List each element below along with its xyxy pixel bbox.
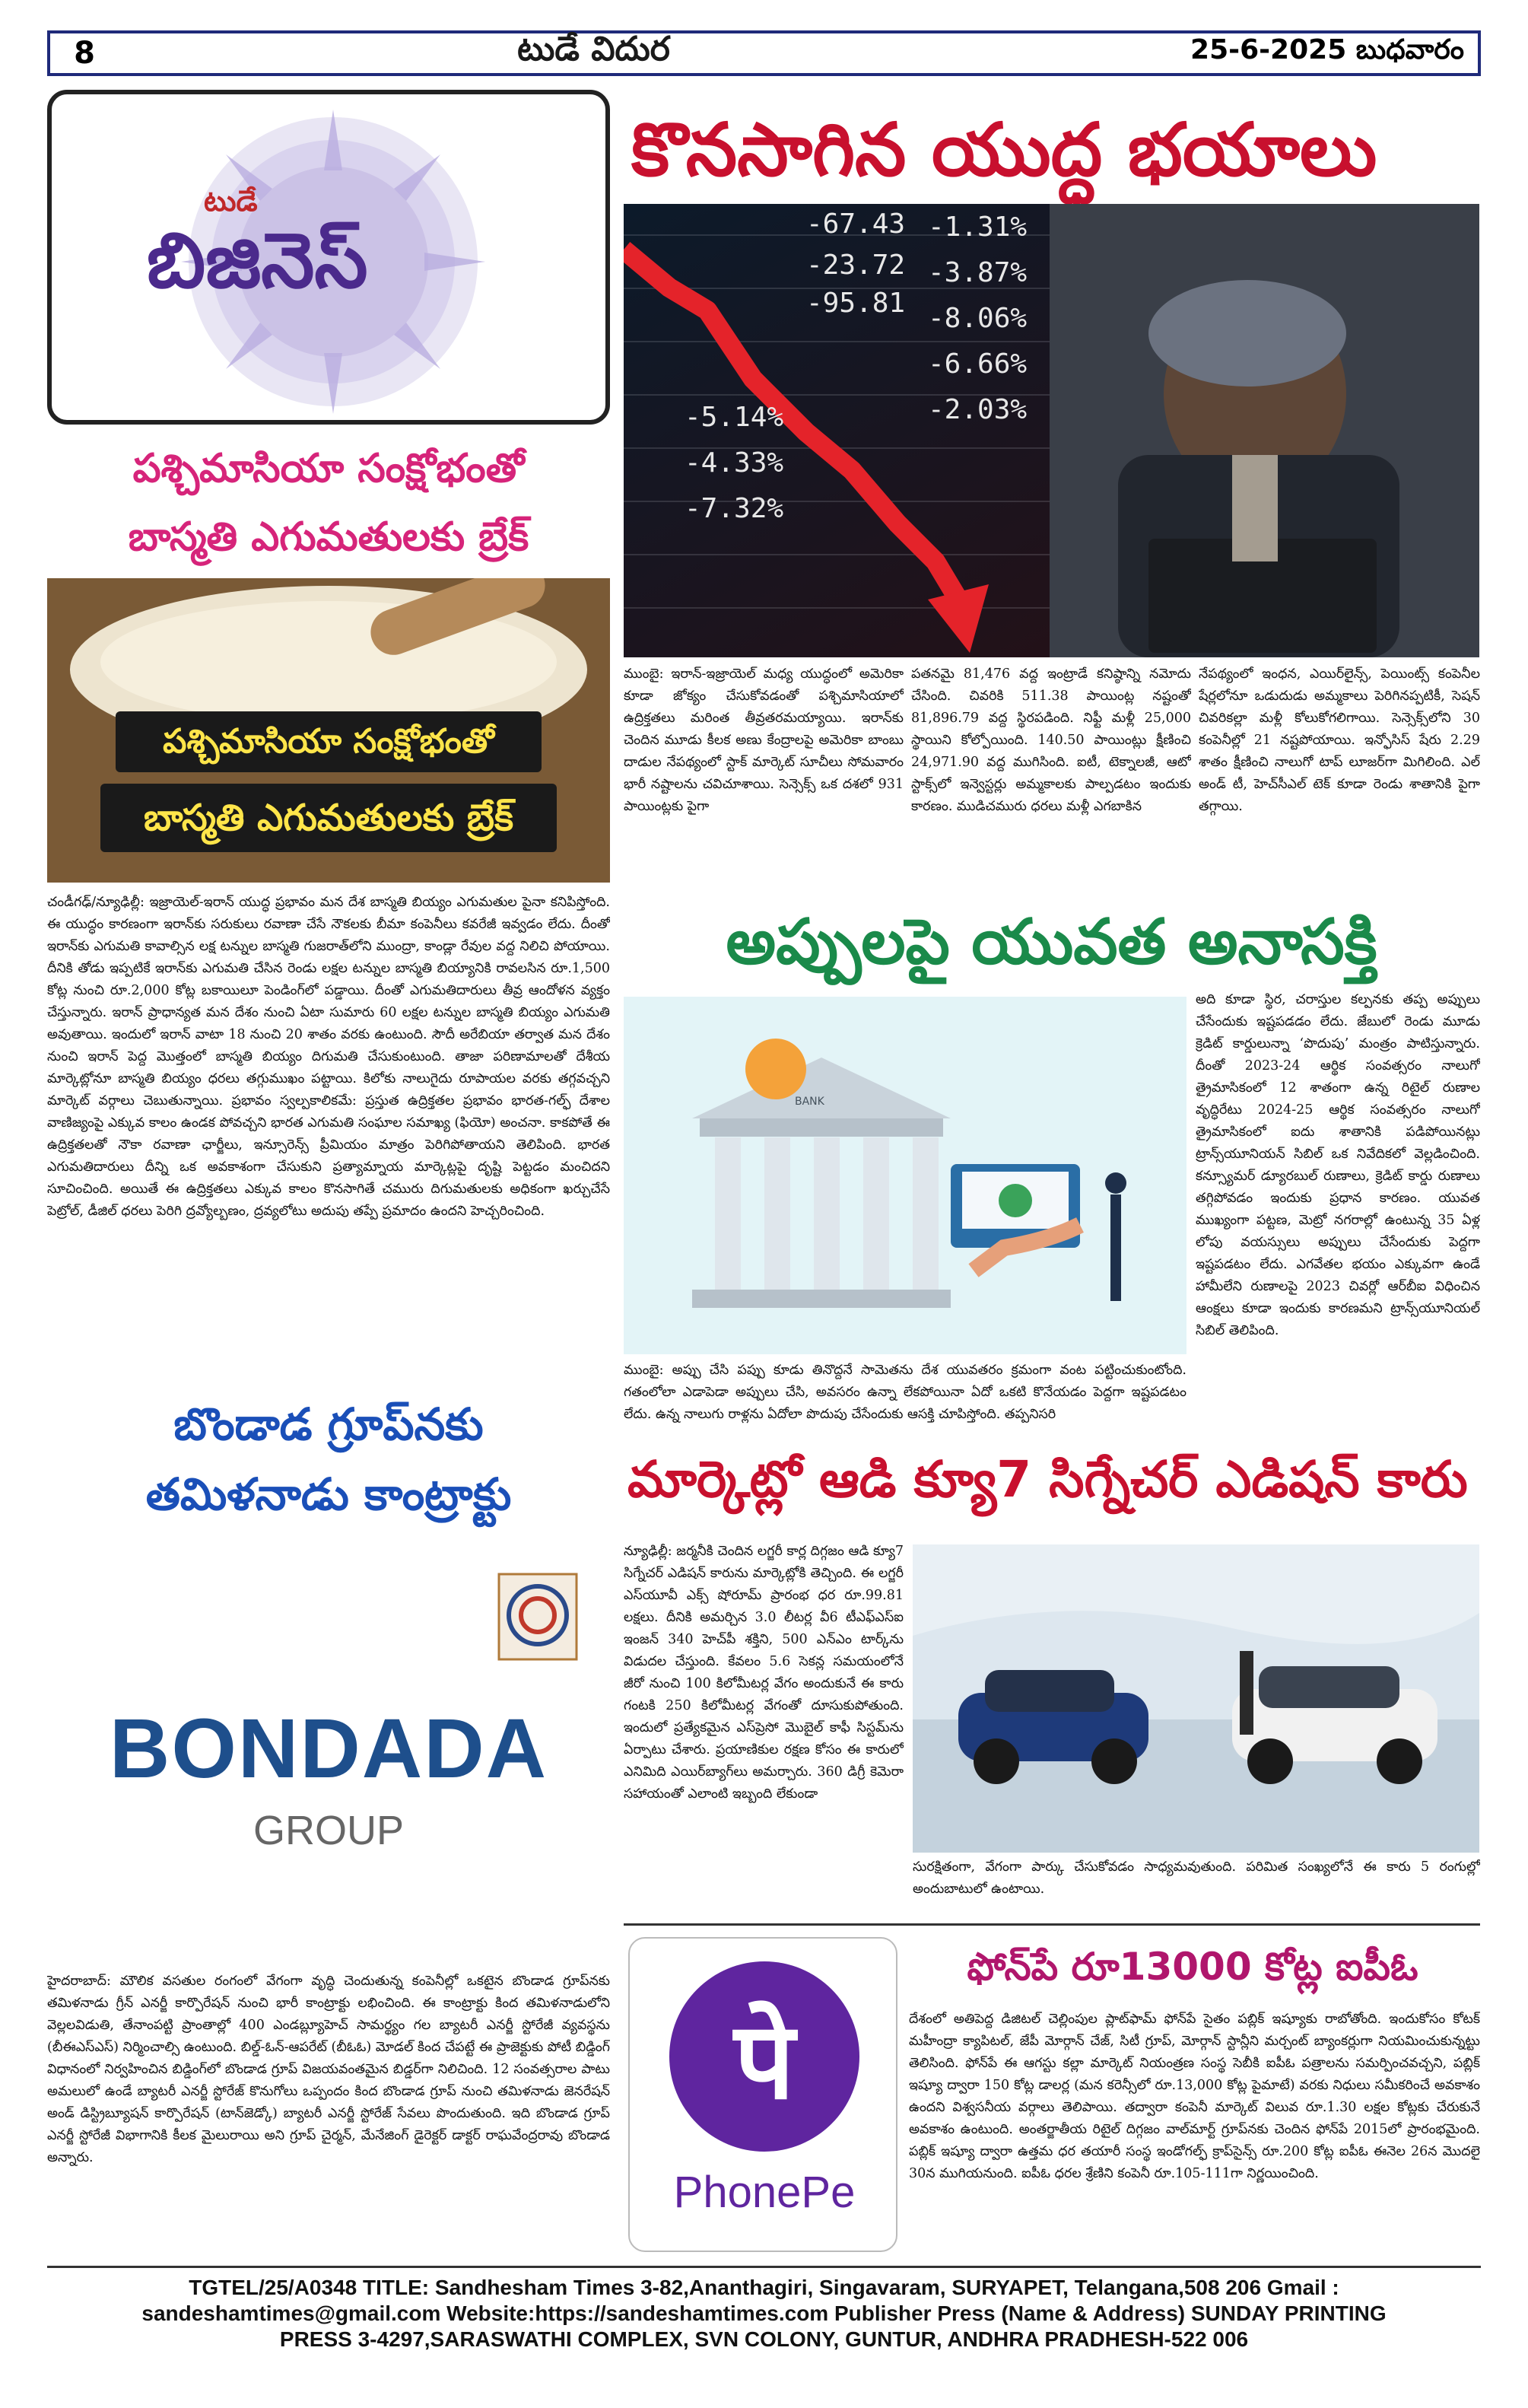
story5-col1: న్యూఢిల్లీ: జర్మనీకి చెందిన లగ్జరీ కార్ల దిగ్గజం ఆడి క్యూ7 సిగ్నేచర్ ఎడిషన్ కారును మార్కెట్లోకి తెచ్చింది. ఈ లగ్జరీ ఎస్‌యూవీ ఎక్స్ షోరూమ్ ప్రారంభ ధర రూ.99.81 లక్షలు. దీనికి అమర్చిన 3.0 లీటర్ల వీ6 టీఎఫ్ఎస్ఐ ఇంజన్ 340 హెచ్‌పీ శక్తిని, 500 ఎన్ఎం టార్క్‌ను విడుదల చేస్తుంది. కేవలం 5.6 సెకన్ల సమయంలోనే జీరో నుంచి 100 కిలోమీటర్ల వేగం అందుకునే ఈ కారు గంటకి 250 కిలోమీటర్ల వేగంతో దూసుకుపోతుంది. ఇందులో ప్రత్యేకమైన ఎస్‌ప్రెసో మొబైల్ కాఫీ సిస్టమ్‌ను ఏర్పాటు చేశారు. ప్రయాణికుల రక్షణ కోసం ఈ కారులో ఎనిమిది ఎయిర్‌బ్యాగ్‌లు అమర్చారు. 360 డిగ్రీ కెమెరా సహాయంతో ఎలాంటి ఇబ్బంది లేకుండా: [624, 1544, 904, 1802]
story3-right-col: అది కూడా స్థిర, చరాస్తుల కల్పనకు తప్ప అప్పులు చేసేందుకు ఇష్టపడడం లేదు. జేబులో రెండు మూడు క్రెడిట్ కార్డులున్నా ‘పొదుపు’ మంత్రం పాటిస్తున్నారు. దీంతో 2023-24 ఆర్థిక సంవత్సరం నాలుగో త్రైమాసికంలో 12 శాతంగా ఉన్న రిటైల్ రుణాల వృద్ధిరేటు 2024-25 ఆర్థిక సంవత్సరం నాలుగో త్రైమాసికంలో ఐదు శాతానికి పడిపోయినట్లు ట్రాన్స్‌యూనియన్ సిబిల్ ఒక నివేదికలో వెల్లడించింది. కన్స్యూమర్ డ్యూరబుల్ రుణాలు, క్రెడిట్ కార్డు రుణాలు తగ్గిపోవడం ఇందుకు ప్రధాన కారణం. యువత ముఖ్యంగా పట్టణ, మెట్రో నగరాల్లో ఉంటున్న 35 ఏళ్ల లోపు వయస్సులు అప్పులు చేసేందుకు పెద్దగా ఇష్టపడటం లేదు. ఎగవేతల భయం ఎక్కువగా ఉండే హామీలేని రుణాలపై 2023 చివర్లో ఆర్‌బీఐ విధించిన ఆంక్షలు కూడా ఇందుకు కారణమని ట్రాన్స్‌యూనియల్ సిబిల్ తెలిపింది.: [1196, 992, 1480, 1338]
section-divider: [624, 1923, 1480, 1926]
story2-headline-line1: పశ్చిమాసియా సంక్షోభంతో: [132, 446, 525, 491]
ticker-1: -67.43: [806, 208, 906, 240]
imprint-line-2: sandeshamtimes@gmail.com Website:https://sandeshamtimes.com Publisher Press (Name & Address) SUNDAY PRINTING: [141, 2301, 1387, 2325]
bondada-logo-box: [47, 1548, 610, 1963]
imprint-footer: [47, 2275, 1481, 2389]
story5-headline: మార్కెట్లో ఆడి క్యూ7 సిగ్నేచర్ ఎడిషన్ కారు: [627, 1450, 1468, 1509]
bank-sign: BANK: [795, 1096, 824, 1108]
bank-loan-illustration: [624, 997, 1187, 1354]
phonepe-logo-glyph: पे: [734, 1999, 795, 2123]
phonepe-logo-circle: [669, 1961, 859, 2152]
basmati-rice-image: [47, 578, 610, 883]
story1-col1: ముంబై: ఇరాన్-ఇజ్రాయెల్ మధ్య యుద్ధంలో అమెరికా కూడా జోక్యం చేసుకోవడంతో పశ్చిమాసియాలో ఉద్రిక్తతలు మరింత తీవ్రతరమయ్యాయి. ఇరాన్‌కు చెందిన మూడు కీలక అణు కేంద్రాలపై అమెరికా బాంబు దాడుల నేపథ్యంలో స్టాక్ మార్కెట్ సూచీలు సోమవారం భారీ నష్టాలను చవిచూశాయి. సెన్సెక్స్ ఒక దశలో 931 పాయింట్లకు పైగా: [624, 666, 904, 814]
ticker-9: -8.06%: [928, 303, 1028, 334]
market-crash-image: [624, 204, 1479, 657]
bondada-group-label: GROUP: [253, 1808, 405, 1853]
rice-image-caption-1: పశ్చిమాసియా సంక్షోభంతో: [116, 711, 542, 772]
ticker-4: -5.14%: [685, 402, 784, 433]
story6-body: దేశంలో అతిపెద్ద డిజిటల్ చెల్లింపుల ప్లాట్‌ఫామ్ ఫోన్‌పే సైతం పబ్లిక్ ఇష్యూకు రాబోతోంది. ఇందుకోసం కోటక్ మహీంద్రా క్యాపిటల్, జేపీ మోర్గాన్ చేజ్, సిటీ గ్రూప్, మోర్గాన్ స్టాన్లీని మర్చంట్ బ్యాంకర్లుగా నియమించుకున్నట్టు తెలిసింది. ఫోన్‌పే ఈ ఆగస్టు కల్లా మార్కెట్ నియంత్రణ సంస్థ సెబీకి ఐపీఓ పత్రాలను సమర్పించవచ్చని, పబ్లిక్ ఇష్యూ ద్వారా 150 కోట్ల డాలర్ల (మన కరెన్సీలో రూ.13,000 కోట్ల పైమాటే) వరకు నిధులు సమీకరించే అవకాశం ఉందని విశ్వసనీయ వర్గాలు తెలిపాయి. తద్వారా కంపెనీ మార్కెట్ విలువ రూ.1.30 లక్షల కోట్లకు చేరుకునే అవకాశం ఉంటుంది. అంతర్జాతీయ రిటైల్ దిగ్గజం వాల్‌మార్ట్ గ్రూప్‌నకు చెందిన ఫోన్‌పే 2015లో ప్రారంభమైంది. పబ్లిక్ ఇష్యూ ద్వారా ఉత్తమ ధర తయారీ సంస్థ ఇండోగల్ఫ్ క్రాప్‌సైన్స్ రూ.200 కోట్ల ఐపీఓ ఈనెల 26న మొదలై 30న ముగియనుంది. ఐపీఓ ధరల శ్రేణిని కంపెనీ రూ.105-111గా నిర్ణయించింది.: [909, 2012, 1480, 2181]
bondada-wordmark: BONDADA: [109, 1702, 548, 1796]
story3-bottom-text: ముంబై: అప్పు చేసి పప్పు కూడు తినొద్దనే సామెతను దేశ యువతరం క్రమంగా వంట పట్టించుకుంటోంది. గతంలోలా ఎడాపెడా అప్పులు చేసి, అవసరం ఉన్నా లేకపోయినా ఏదో ఒకటి కొనేయడం పెద్దగా ఇష్టపడటం లేదు. ఉన్న నాలుగు రాళ్లను ఏదోలా పొదుపు చేసేందుకు ఆసక్తి చూపిస్తోంది. తప్పనిసరి: [624, 1363, 1187, 1422]
imprint-line-1: TGTEL/25/A0348 TITLE: Sandhesham Times 3-82,Ananthagiri, Singavaram, SURYAPET, Telangana,508 206 Gmail :: [189, 2276, 1339, 2299]
ticker-2: -23.72: [806, 250, 906, 281]
story5-bottom: సురక్షితంగా, వేగంగా పార్కు చేసుకోవడం సాధ్యమవుతుంది. పరిమిత సంఖ్యలోనే ఈ కారు 5 రంగుల్లో అందుబాటులో ఉంటాయి.: [913, 1859, 1480, 1897]
story2-headline-line2: బాస్మతి ఎగుమతులకు బ్రేక్: [128, 514, 529, 560]
ticker-7: -1.31%: [928, 212, 1028, 243]
footer-rule: [47, 2266, 1481, 2268]
ticker-3: -95.81: [806, 288, 906, 319]
ticker-11: -2.03%: [928, 394, 1028, 425]
issue-date: 25-6-2025 బుధవారం: [1190, 34, 1464, 65]
story1-col3: నేపథ్యంలో ఇంధన, ఎయిర్‌లైన్స్, పెయింట్స్ కంపెనీల షేర్లలోనూ ఒడుదుడు అమ్మకాలు పెరిగినప్పటికీ, సెషన్ చివరికల్లా మళ్లీ కోలుకోగలిగాయి. సెన్సెక్స్‌లోని 30 కంపెనీల్లో 21 నష్టపోయాయి. ఇన్ఫోసిస్ షేరు 2.29 శాతం క్షీణించి నాలుగో టాప్ లూజర్‌గా మిగిలింది. ఎల్ అండ్ టీ, హెచ్‌సీఎల్ టెక్ కూడా రెండు శాతానికి పైగా తగ్గాయి.: [1199, 666, 1480, 814]
imprint-line-3: PRESS 3-4297,SARASWATHI COMPLEX, SVN COLONY, GUNTUR, ANDHRA PRADHESH-522 006: [279, 2327, 1249, 2351]
story2-body: చండీగఢ్/న్యూఢిల్లీ: ఇజ్రాయెల్-ఇరాన్ యుద్ధ ప్రభావం మన దేశ బాస్మతి బియ్యం ఎగుమతుల పైనా కనిపిస్తోంది. ఈ యుద్ధం కారణంగా ఇరాన్‌కు సరుకులు రవాణా చేసే నౌకలకు బీమా కంపెనీలు కవరేజీ ఇవ్వడం లేదు. దీంతో ఇరాన్‌కు ఎగుమతి కావాల్సిన లక్ష టన్నుల బాస్మతి గుజరాత్‌లోని ముంద్రా, కాండ్లా రేవుల వద్ద నిలిచి పోయాయి. దీనికి తోడు ఇప్పటికే ఇరాన్‌కు ఎగుమతి చేసిన రెండు లక్షల టన్నుల బాస్మతి బియ్యానికి రావలసిన రూ.1,500 కోట్ల నుంచి రూ.2,000 కోట్ల బకాయిలూ పెండింగ్‌లో పడ్డాయి. దీంతో ఎగుమతిదారులు తీవ్ర ఆందోళన వ్యక్తం చేస్తున్నారు. ఇరాన్ ప్రాధాన్యత మన దేశం నుంచి ఏటా సుమారు 60 లక్షల టన్నుల బాస్మతి బియ్యం ఎగుమతి అవుతాయి. ఇందులో ఇరాన్ వాటా 18 నుంచి 20 శాతం వరకు ఉంటుంది. సౌదీ అరేబియా తర్వాత మన దేశం నుంచి ఇరాన్ పెద్ద మొత్తంలో బాస్మతి బియ్యం దిగుమతి చేసుకుంటుంది. తాజా పరిణామాలతో దేశీయ మార్కెట్లోనూ బాస్మతి బియ్యం ధరలు తగ్గుముఖం పట్టాయి. కిలోకు నాలుగైదు రూపాయల వరకు తగ్గవచ్చని మార్కెట్ వర్గాలు చెబుతున్నాయి. ప్రభావం స్వల్పకాలికమే: ప్రస్తుత ఉద్రిక్తతల ప్రభావం భారత-గల్ఫ్ దేశాల వాణిజ్యంపై ఎక్కువ కాలం ఉండక పోవచ్చని భారత ఎగుమతి సంఘాల సమాఖ్య (ఫియో) అంచనా. కాకపోతే ఈ ఉద్రిక్తతలతో నౌకా రవాణా ఛార్జీలు, ఇన్సూరెన్స్ ప్రీమియం మాత్రం పెరిగిపోతాయని తెలిపింది. భారత ఎగుమతిదారులు దీన్ని ఒక అవకాశంగా చేసుకుని ప్రత్యామ్నాయ మార్కెట్లపై దృష్టి పెట్టడం మంచిదని సూచించింది. అయితే ఈ ఉద్రిక్తతలు ఎక్కువ కాలం కొనసాగితే చమురు దిగుమతులకు అధికంగా ఖర్చుచేసే పెట్రోల్, డీజిల్ ధరలు పెరిగి ద్రవ్యోల్బణం, ద్రవ్యలోటు అదుపు తప్పే ప్రమాదం ఉందని హెచ్చరించింది.: [47, 895, 610, 1219]
business-logo-box: [47, 90, 610, 425]
story1-headline: కొనసాగిన యుద్ధ భయాలు: [631, 107, 1377, 192]
story3-headline: అప్పులపై యువత అనాసక్తి: [726, 906, 1377, 978]
business-logo-title: బిజినెస్: [147, 216, 368, 305]
story6-headline: ఫోన్‌పే రూ13000 కోట్ల ఐపీఓ: [967, 1945, 1418, 1989]
story1-col2: పతనమై 81,476 వద్ద ఇంట్రాడే కనిష్ఠాన్ని నమోదు చేసింది. చివరికి 511.38 పాయింట్ల నష్టంతో 81,896.79 వద్ద స్థిరపడింది. నిఫ్టీ మళ్లీ 25,000 స్థాయిని కోల్పోయింది. 140.50 పాయింట్లు క్షీణించి 24,971.90 వద్ద ముగిసింది. ఐటీ, టెక్నాలజీ, ఆటో స్టాక్స్‌లో ఇన్వెస్టర్లు అమ్మకాలకు పాల్పడటం ఇందుకు కారణం. ముడిచమురు ధరలు మళ్లీ ఎగబాకిన: [911, 666, 1191, 814]
bondada-seal-icon: [496, 1571, 580, 1662]
story4-body: హైదరాబాద్: మౌలిక వసతుల రంగంలో వేగంగా వృద్ధి చెందుతున్న కంపెనీల్లో ఒకటైన బొండాడ గ్రూప్‌నకు తమిళనాడు గ్రీన్ ఎనర్జీ కార్పొరేషన్ నుంచి భారీ కాంట్రాక్టు లభించింది. ఈ కాంట్రాక్టు కింద తమిళనాడులోని వెల్లలవిడుతి, తేనాంపట్టి ప్రాంతాల్లో 400 ఎండబ్ల్యూహెచ్ సామర్థ్యం గల బ్యాటరీ ఎనర్జీ స్టోరేజీ వ్యవస్థను (బీఈఎస్ఎస్) నిర్మించాల్సి ఉంటుంది. బిల్డ్-ఓన్-ఆపరేట్ (బీఓఓ) మోడల్ కింద చేపట్టే ఈ ప్రాజెక్టుకు పోటీ బిడ్డింగ్ విధానంలో నిర్వహించిన బిడ్డింగ్‌లో బొండాడ గ్రూప్ విజయవంతమైన బిడ్డర్‌గా నిలిచింది. 12 సంవత్సరాల పాటు అమలులో ఉండే బ్యాటరీ ఎనర్జీ స్టోరేజ్ కొనుగోలు ఒప్పందం కింద బొండాడ గ్రూప్ నుంచి తమిళనాడు జెనరేషన్ అండ్ డిస్ట్రిబ్యూషన్ కార్పొరేషన్ (టాన్‌జెడ్కో) బ్యాటరీ ఎనర్జీ స్టోరేజ్ సేవలు పొందుతుంది. ఇది బొండాడ గ్రూప్ ఎనర్జీ స్టోరేజీ విభాగానికి కీలక మైలురాయి అని గ్రూప్ చైర్మన్, మేనేజింగ్ డైరెక్టర్ డాక్టర్ రాఘవేంద్రరావు బొండాడ అన్నారు.: [47, 1974, 610, 2165]
business-logo-small: టుడే: [204, 184, 258, 218]
ticker-8: -3.87%: [928, 257, 1028, 288]
page-number: 8: [74, 36, 95, 71]
bank-graphic: [624, 997, 1187, 1354]
ticker-5: -4.33%: [685, 447, 784, 479]
ticker-10: -6.66%: [928, 348, 1028, 380]
audi-cars-graphic: [913, 1544, 1479, 1853]
phonepe-wordmark: PhonePe: [673, 2168, 856, 2217]
story4-headline-line2: తమిళనాడు కాంట్రాక్టు: [145, 1468, 512, 1520]
masthead-title: టుడే విదుర: [517, 30, 670, 68]
page-header: [47, 30, 1481, 76]
phonepe-logo-box: [628, 1937, 897, 2252]
audi-q7-image: [913, 1544, 1479, 1853]
story4-headline-line1: బొండాడ గ్రూప్‌నకు: [173, 1398, 484, 1450]
ticker-6: -7.32%: [685, 493, 784, 524]
rice-image-caption-2: బాస్మతి ఎగుమతులకు బ్రేక్: [100, 784, 557, 852]
